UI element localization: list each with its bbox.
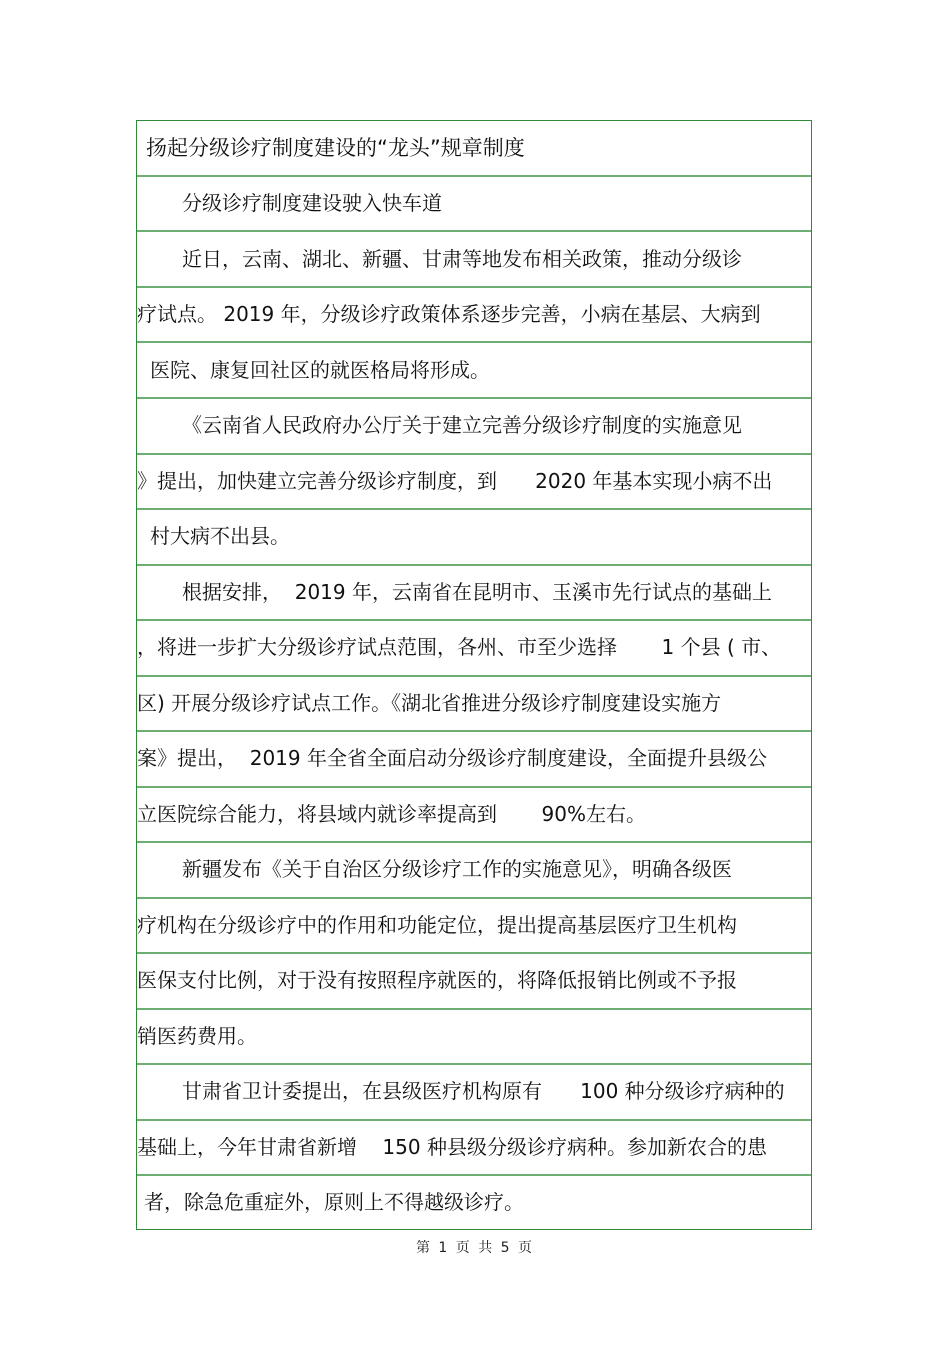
body-line: 甘肃省卫计委提出，在县级医疗机构原有 100 种分级诊疗病种的: [182, 1079, 785, 1103]
body-line: 医院、康复回社区的就医格局将形成。: [150, 358, 490, 382]
body-line: 《云南省人民政府办公厅关于建立完善分级诊疗制度的实施意见: [182, 413, 742, 437]
body-line: 近日，云南、湖北、新疆、甘肃等地发布相关政策，推动分级诊: [182, 247, 742, 271]
body-line: 案》提出， 2019 年全省全面启动分级诊疗制度建设，全面提升县级公: [137, 746, 767, 770]
body-line: 疗机构在分级诊疗中的作用和功能定位，提出提高基层医疗卫生机构: [137, 913, 737, 937]
body-line: ，将进一步扩大分级诊疗试点范围，各州、市至少选择 1 个县 ( 市、: [137, 635, 782, 659]
body-line: 医保支付比例，对于没有按照程序就医的，将降低报销比例或不予报: [137, 968, 737, 992]
page-number-footer: 第 1 页 共 5 页: [415, 1240, 535, 1256]
body-line: 销医药费用。: [137, 1024, 257, 1048]
document-page: [136, 120, 812, 1230]
section-subtitle: 分级诊疗制度建设驶入快车道: [182, 191, 442, 215]
body-line: 立医院综合能力，将县域内就诊率提高到 90%左右。: [137, 802, 646, 826]
body-line: 基础上，今年甘肃省新增 150 种县级分级诊疗病种。参加新农合的患: [137, 1135, 767, 1159]
body-line: 新疆发布《关于自治区分级诊疗工作的实施意见》，明确各级医: [182, 857, 732, 881]
body-line: 疗试点。 2019 年，分级诊疗政策体系逐步完善，小病在基层、大病到: [137, 302, 761, 326]
body-line: 区) 开展分级诊疗试点工作。《湖北省推进分级诊疗制度建设实施方: [137, 691, 722, 715]
document-title: 扬起分级诊疗制度建设的“龙头”规章制度: [146, 136, 525, 160]
body-line: 者，除急危重症外，原则上不得越级诊疗。: [144, 1190, 524, 1214]
body-line: 根据安排， 2019 年，云南省在昆明市、玉溪市先行试点的基础上: [182, 580, 772, 604]
body-line: 村大病不出县。: [150, 524, 290, 548]
body-line: 》提出，加快建立完善分级诊疗制度，到 2020 年基本实现小病不出: [137, 469, 773, 493]
